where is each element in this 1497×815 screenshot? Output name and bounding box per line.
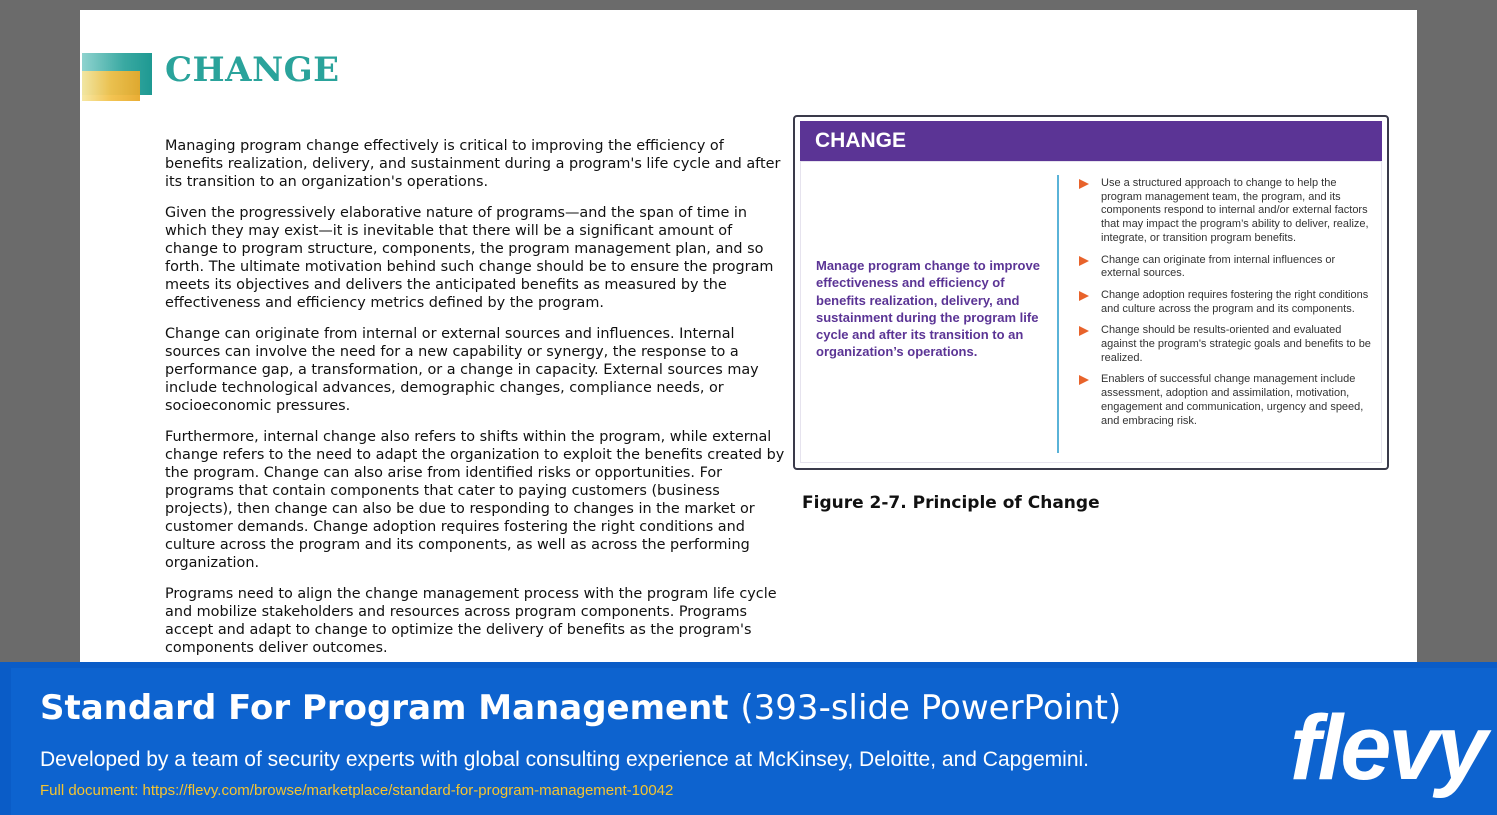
figure-header: CHANGE <box>800 121 1382 161</box>
bullet-text: Enablers of successful change management include assessment, adoption and assimilation, motivation, engagement and communication, urgency and speed, and embracing risk. <box>1101 373 1364 427</box>
bullet-text: Change should be results-oriented and evaluated against the program's strategic goals and benefits to be realized. <box>1101 324 1371 364</box>
slide-logo-icon <box>82 53 154 101</box>
slide-page <box>80 10 1417 670</box>
paragraph: Furthermore, internal change also refers to shifts within the program, while external change refers to the need to adapt the organization to exploit the benefits created by the program. Change can also arise from identified risks or opportunities. For programs that contain components that cater to paying customers (business projects), then change can also be due to responding to changes in the market or customer demands. Change adoption requires fostering the right conditions and culture across the program and its components, as well as across the performing organization. <box>165 429 785 571</box>
body-text <box>165 137 785 670</box>
banner-title <box>40 688 1121 728</box>
principle-figure <box>793 115 1389 470</box>
paragraph: Programs need to align the change management process with the program life cycle and mobilize stakeholders and resources across program components. Programs accept and adapt to change to optimize the delivery of benefits as the program's components deliver outcomes. <box>165 586 777 656</box>
bullet-triangle-icon <box>1079 291 1089 301</box>
bullet-text: Change adoption requires fostering the right conditions and culture across the program and its components. <box>1101 288 1369 315</box>
figure-bullet-list <box>1079 177 1371 436</box>
bullet-text: Use a structured approach to change to help the program management team, the program, and its components respond to internal and/or external factors that may impact the program’s ability to deliver, realize, integrate, or transition program benefits. <box>1101 177 1369 244</box>
list-item <box>1079 324 1371 365</box>
document-link[interactable]: Full document: https://flevy.com/browse/marketplace/standard-for-program-management-10042 <box>40 782 674 799</box>
slide-title: CHANGE <box>165 50 340 90</box>
list-item <box>1079 373 1371 428</box>
figure-divider <box>1057 175 1059 453</box>
list-item <box>1079 289 1371 316</box>
bullet-text: Change can originate from internal influences or external sources. <box>1101 253 1336 280</box>
flevy-logo[interactable]: flevy <box>1290 697 1485 799</box>
figure-caption: Figure 2-7. Principle of Change <box>802 493 1100 513</box>
bullet-triangle-icon <box>1079 179 1089 189</box>
list-item <box>1079 254 1371 281</box>
paragraph: Change can originate from internal or external sources and influences. Internal sources can involve the need for a new capability or synergy, the response to a performance gap, a transformation, or a change in capacity. External sources may include technological advances, demographic changes, compliance needs, or socioeconomic pressures. <box>165 326 759 414</box>
banner-title-main: Standard For Program Management <box>40 688 729 728</box>
figure-principle-text: Manage program change to improve effectiveness and efficiency of benefits realization, delivery, and sustainment during the program life cycle and after its transition to an organization’s operations. <box>816 258 1040 360</box>
bullet-triangle-icon <box>1079 326 1089 336</box>
bullet-triangle-icon <box>1079 256 1089 266</box>
paragraph: Given the progressively elaborative nature of programs—and the span of time in which they may exist—it is inevitable that there will be a significant amount of change to program structure, components, the program management plan, and so forth. The ultimate motivation behind such change should be to ensure the program meets its objectives and delivers the anticipated benefits as measured by the effectiveness and efficiency metrics defined by the program. <box>165 205 774 311</box>
paragraph: Managing program change effectively is critical to improving the efficiency of benefits realization, delivery, and sustainment during a program's life cycle and after its transition to an organization's operations. <box>165 138 781 190</box>
list-item <box>1079 177 1371 246</box>
bullet-triangle-icon <box>1079 375 1089 385</box>
figure-body <box>800 161 1382 463</box>
banner-subtitle: Developed by a team of security experts with global consulting experience at McKinsey, Deloitte, and Capgemini. <box>40 748 1089 771</box>
banner-title-detail: (393-slide PowerPoint) <box>740 688 1122 728</box>
